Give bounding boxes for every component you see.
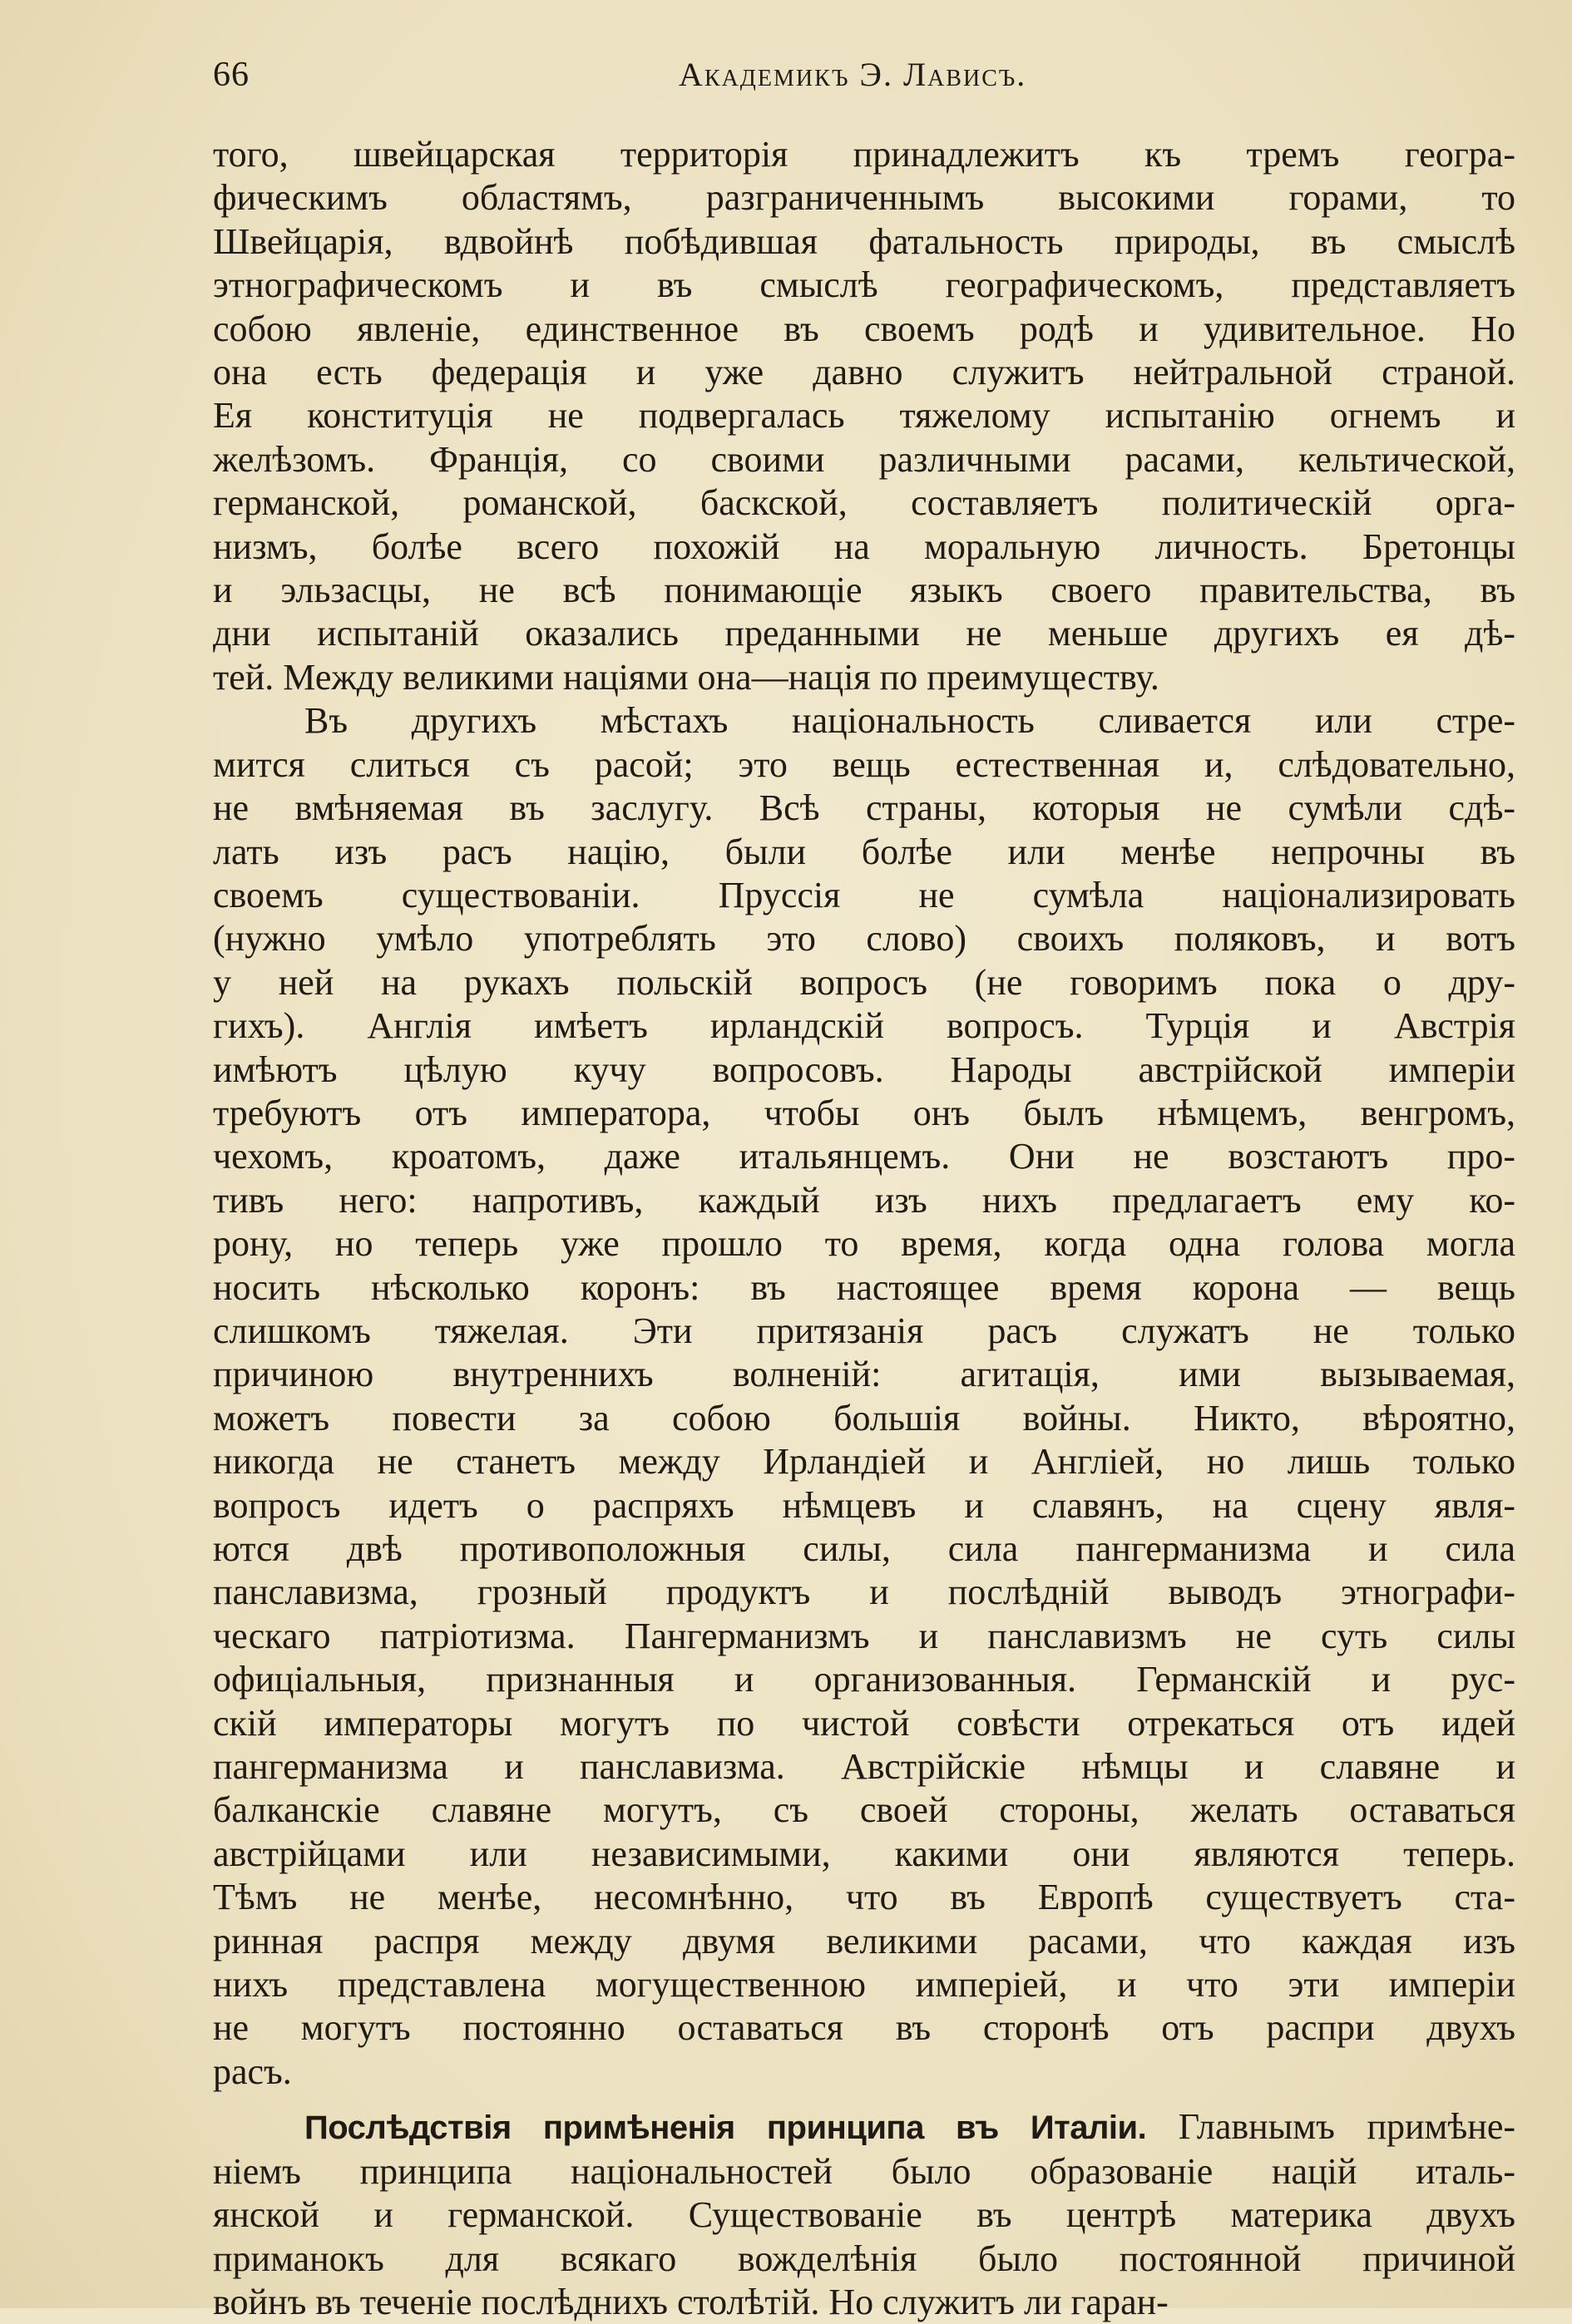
text-line: чехомъ, кроатомъ, даже итальянцемъ. Они не возстаютъ про- — [213, 1136, 1515, 1177]
text-line: фическимъ областямъ, разграниченнымъ высокими горами, то — [213, 177, 1515, 219]
paragraph-3 — [213, 2105, 1515, 2324]
text-line: балканскіе славяне могутъ, съ своей стороны, желать оставаться — [213, 1789, 1515, 1831]
text-line: скій императоры могутъ по чистой совѣсти отрекаться отъ идей — [213, 1702, 1515, 1744]
text-line: (нужно умѣло употреблять это слово) своихъ поляковъ, и вотъ — [213, 918, 1515, 960]
text-line: офиціальныя, признанныя и организованныя. Германскій и рус- — [213, 1659, 1515, 1700]
text-line: имѣютъ цѣлую кучу вопросовъ. Народы австрійской имперіи — [213, 1049, 1515, 1090]
text-line: войнъ въ теченіе послѣднихъ столѣтій. Но служитъ ли гаран- — [213, 2281, 1169, 2322]
text-line: рону, но теперь уже прошло то время, когда одна голова могла — [213, 1223, 1515, 1265]
text-line: требуютъ отъ императора, чтобы онъ былъ нѣмцемъ, венгромъ, — [213, 1092, 1515, 1133]
section-heading: Послѣдствія примѣненія принципа въ Италіи. — [304, 2109, 1147, 2147]
text-line: Швейцарія, вдвойнѣ побѣдившая фатальность природы, въ смыслѣ — [213, 220, 1515, 262]
text-line: ются двѣ противоположныя силы, сила пангерманизма и сила — [213, 1528, 1515, 1569]
text-line: того, швейцарская территорія принадлежитъ къ тремъ геогра- — [213, 134, 1515, 175]
text-line: австрійцами или независимыми, какими они являются теперь. — [213, 1833, 1515, 1874]
text-line: ніемъ принципа національностей было образованіе націй италь- — [213, 2150, 1515, 2192]
text-line: мится слиться съ расой; это вещь естественная и, слѣдовательно, — [213, 743, 1515, 785]
text-line: носить нѣсколько коронъ: въ настоящее время корона — вещь — [213, 1266, 1515, 1308]
text-line: собою явленіе, единственное въ своемъ родѣ и удивительное. Но — [213, 308, 1515, 349]
text-line: ринная распря между двумя великими расами, что каждая изъ — [213, 1920, 1515, 1961]
text-line: слишкомъ тяжелая. Эти притязанія расъ служатъ не только — [213, 1310, 1515, 1351]
text-line: нихъ представлена могущественною имперіей, и что эти имперіи — [213, 1964, 1515, 2006]
running-head — [213, 55, 1515, 96]
paragraph-1 — [213, 133, 1515, 699]
text-line: расъ. — [213, 2050, 292, 2092]
text-line: тей. Между великими націями она—нація по преимуществу. — [213, 656, 1159, 698]
text-line: пангерманизма и панславизма. Австрійскіе нѣмцы и славяне и — [213, 1746, 1515, 1788]
text-line: она есть федерація и уже давно служитъ нейтральной страной. — [213, 352, 1515, 393]
text-line: приманокъ для всякаго вожделѣнія было постоянной причиной — [213, 2238, 1515, 2279]
text-line: никогда не станетъ между Ирландіей и Англіей, но лишь только — [213, 1441, 1515, 1483]
text-line: тивъ него: напротивъ, каждый изъ нихъ предлагаетъ ему ко- — [213, 1179, 1515, 1221]
text-line: вопросъ идетъ о распряхъ нѣмцевъ и славянъ, на сцену явля- — [213, 1484, 1515, 1526]
text-line: германской, романской, баскской, составляетъ политическій орга- — [213, 482, 1515, 524]
text-line: ческаго патріотизма. Пангерманизмъ и панславизмъ не суть силы — [213, 1615, 1515, 1656]
text-line: янской и германской. Существованіе въ центрѣ материка двухъ — [213, 2194, 1515, 2236]
text-line: Въ другихъ мѣстахъ національность сливается или стре- — [304, 700, 1515, 742]
text-line: панславизма, грозный продуктъ и послѣдній выводъ этнографи- — [213, 1572, 1515, 1613]
text-line: желѣзомъ. Франція, со своими различными расами, кельтической, — [213, 438, 1515, 480]
text-line: и эльзасцы, не всѣ понимающіе языкъ своего правительства, въ — [213, 570, 1515, 611]
text-line: не вмѣняемая въ заслугу. Всѣ страны, которыя не сумѣли сдѣ- — [213, 787, 1515, 829]
page-number: 66 — [213, 56, 250, 94]
text-line: дни испытаній оказались преданными не меньше другихъ ея дѣ- — [213, 613, 1515, 654]
text-line: Ея конституція не подвергалась тяжелому испытанію огнемъ и — [213, 395, 1515, 437]
text-line: своемъ существованіи. Пруссія не сумѣла націонализировать — [213, 874, 1515, 915]
text-line — [213, 2105, 1515, 2149]
text-line: низмъ, болѣе всего похожій на моральную личность. Бретонцы — [213, 525, 1515, 567]
running-title: Академикъ Э. Лависъ. — [679, 56, 1027, 93]
body-text — [213, 133, 1515, 2324]
paragraph-2 — [213, 699, 1515, 2094]
text-line: причиною внутреннихъ волненій: агитація, ими вызываемая, — [213, 1354, 1515, 1395]
text-line: можетъ повести за собою большія войны. Никто, вѣроятно, — [213, 1397, 1515, 1438]
text-line: не могутъ постоянно оставаться въ сторонѣ отъ распри двухъ — [213, 2007, 1515, 2049]
text-line: этнографическомъ и въ смыслѣ географическомъ, представляетъ — [213, 264, 1515, 306]
text-line: у ней на рукахъ польскій вопросъ (не говоримъ пока о дру- — [213, 961, 1515, 1003]
text-line: Тѣмъ не менѣе, несомнѣнно, что въ Европѣ существуетъ ста- — [213, 1877, 1515, 1918]
text-line: гихъ). Англія имѣетъ ирландскій вопросъ. Турція и Австрія — [213, 1005, 1515, 1047]
text-line: лать изъ расъ націю, были болѣе или менѣе непрочны въ — [213, 831, 1515, 872]
heading-continuation: Главнымъ примѣне- — [1146, 2106, 1515, 2148]
